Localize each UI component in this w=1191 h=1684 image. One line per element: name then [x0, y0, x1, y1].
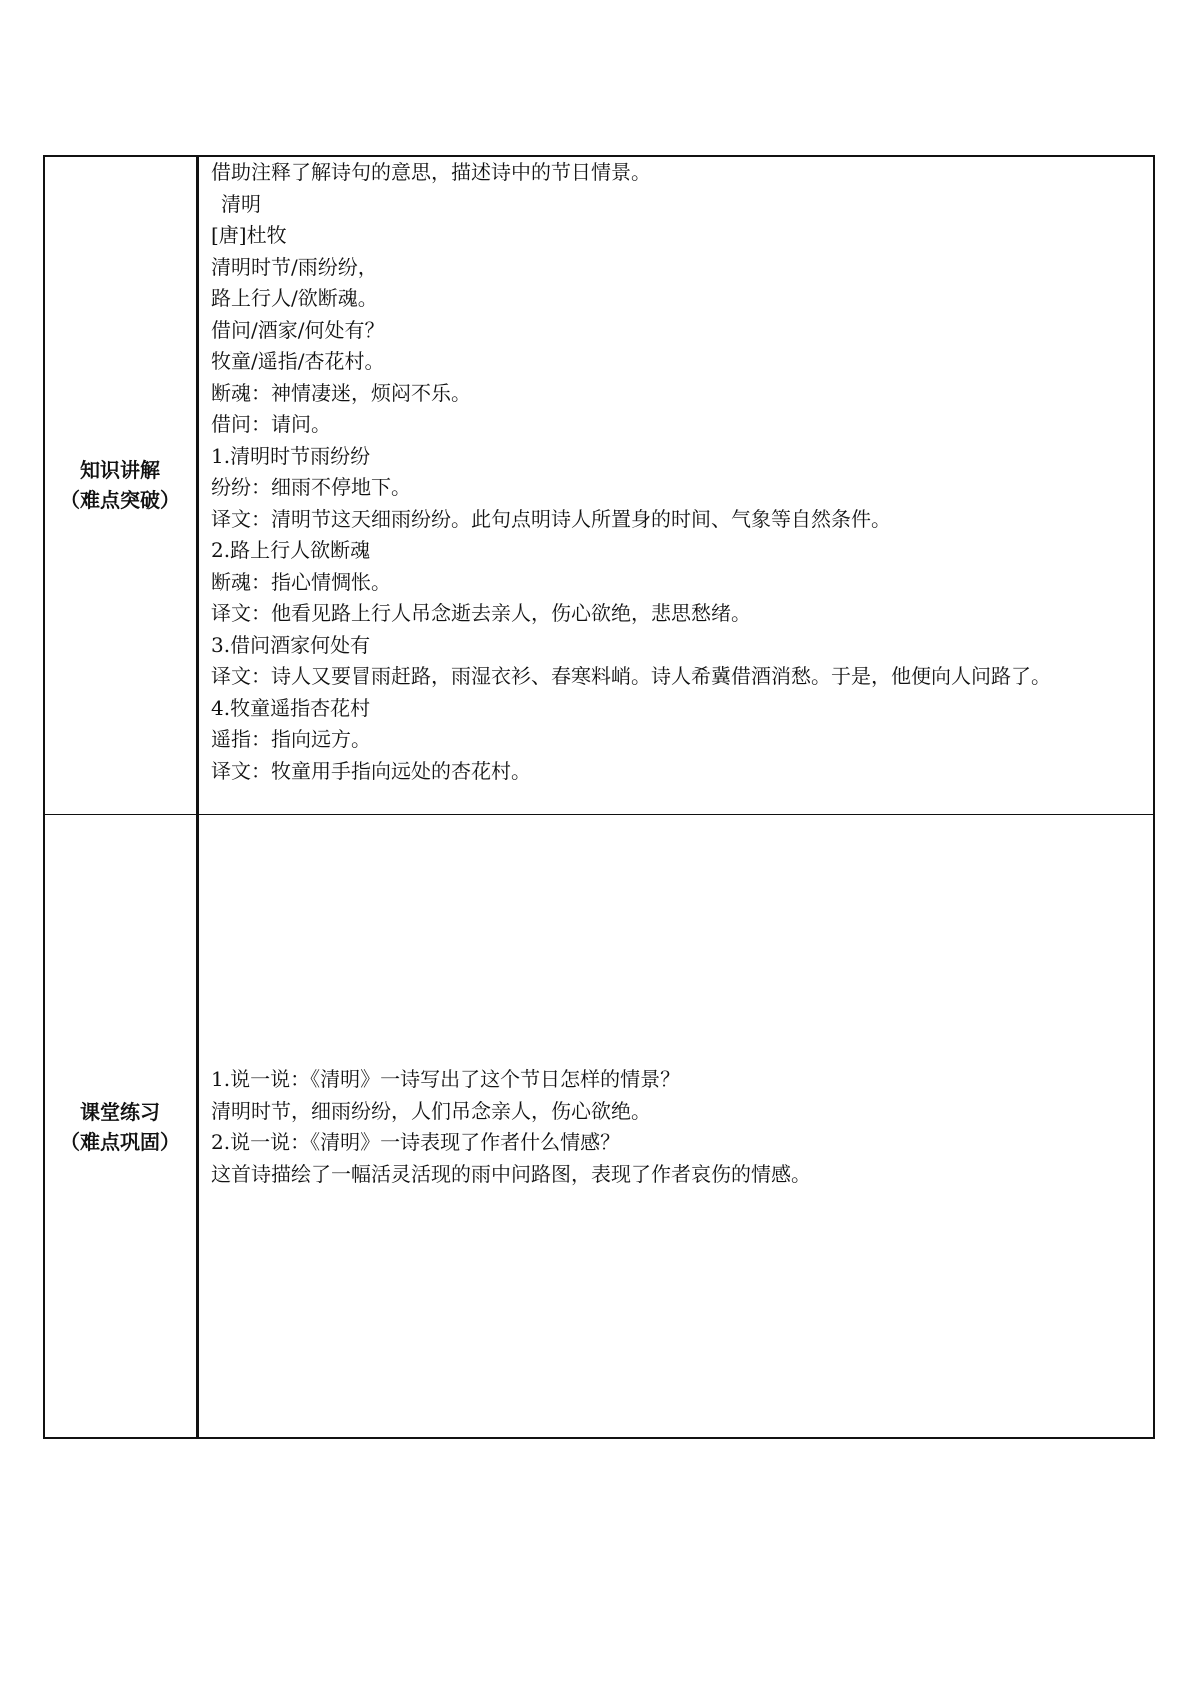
content-line: 断魂：指心情惆怅。 — [211, 569, 391, 594]
row-label-practice — [43, 815, 197, 1439]
poem-line: 路上行人/欲断魂。 — [211, 286, 378, 310]
table-border-top — [43, 155, 1155, 157]
table-border-bottom — [43, 1437, 1155, 1439]
answer-line: 清明时节，细雨纷纷，人们吊念亲人，伤心欲绝。 — [211, 1098, 651, 1123]
table-border-left — [43, 155, 45, 1439]
content-line: 4.牧童遥指杏花村 — [211, 695, 371, 720]
poem-title: 清明 — [221, 191, 261, 216]
table-border-middle — [43, 814, 1155, 815]
content-line: 译文：牧童用手指向远处的杏花村。 — [211, 758, 531, 783]
table-column-divider — [196, 155, 199, 1439]
content-line: 断魂：神情凄迷，烦闷不乐。 — [211, 380, 471, 405]
poem-author: [唐]杜牧 — [211, 223, 287, 247]
poem-line: 清明时节/雨纷纷， — [211, 254, 378, 279]
content-line: 2.路上行人欲断魂 — [211, 538, 371, 562]
content-line: 译文：诗人又要冒雨赶路，雨湿衣衫、春寒料峭。诗人希冀借酒消愁。于是，他便向人问路了。 — [211, 664, 1051, 688]
row-label-title: 课堂练习 — [80, 1100, 160, 1124]
poem-line: 牧童/遥指/杏花村。 — [211, 349, 385, 373]
content-line: 纷纷：细雨不停地下。 — [211, 475, 411, 499]
content-line: 借助注释了解诗句的意思，描述诗中的节日情景。 — [211, 160, 651, 184]
table-row-practice — [43, 815, 1155, 1439]
row-label-title: 知识讲解 — [80, 458, 160, 482]
answer-line: 这首诗描绘了一幅活灵活现的雨中问路图，表现了作者哀伤的情感。 — [211, 1161, 811, 1186]
row-label-knowledge — [43, 155, 197, 815]
row-label-subtitle: （难点巩固） — [60, 1130, 180, 1154]
table-row-knowledge — [43, 155, 1155, 815]
table-border-right — [1153, 155, 1155, 1439]
content-line: 1.清明时节雨纷纷 — [211, 443, 371, 468]
content-line: 遥指：指向远方。 — [211, 727, 371, 751]
poem-line: 借问/酒家/何处有？ — [211, 317, 385, 342]
lesson-table — [43, 155, 1155, 1439]
content-line: 3.借问酒家何处有 — [211, 632, 371, 657]
practice-content — [199, 815, 1155, 1439]
question-line: 2.说一说：《清明》一诗表现了作者什么情感？ — [211, 1130, 621, 1154]
content-line: 译文：清明节这天细雨纷纷。此句点明诗人所置身的时间、气象等自然条件。 — [211, 506, 891, 531]
content-line: 借问：请问。 — [211, 412, 331, 436]
row-label-subtitle: （难点突破） — [60, 488, 180, 512]
knowledge-content — [199, 155, 1155, 815]
content-line: 译文：他看见路上行人吊念逝去亲人，伤心欲绝，悲思愁绪。 — [211, 601, 751, 625]
question-line: 1.说一说：《清明》一诗写出了这个节日怎样的情景？ — [211, 1067, 681, 1091]
